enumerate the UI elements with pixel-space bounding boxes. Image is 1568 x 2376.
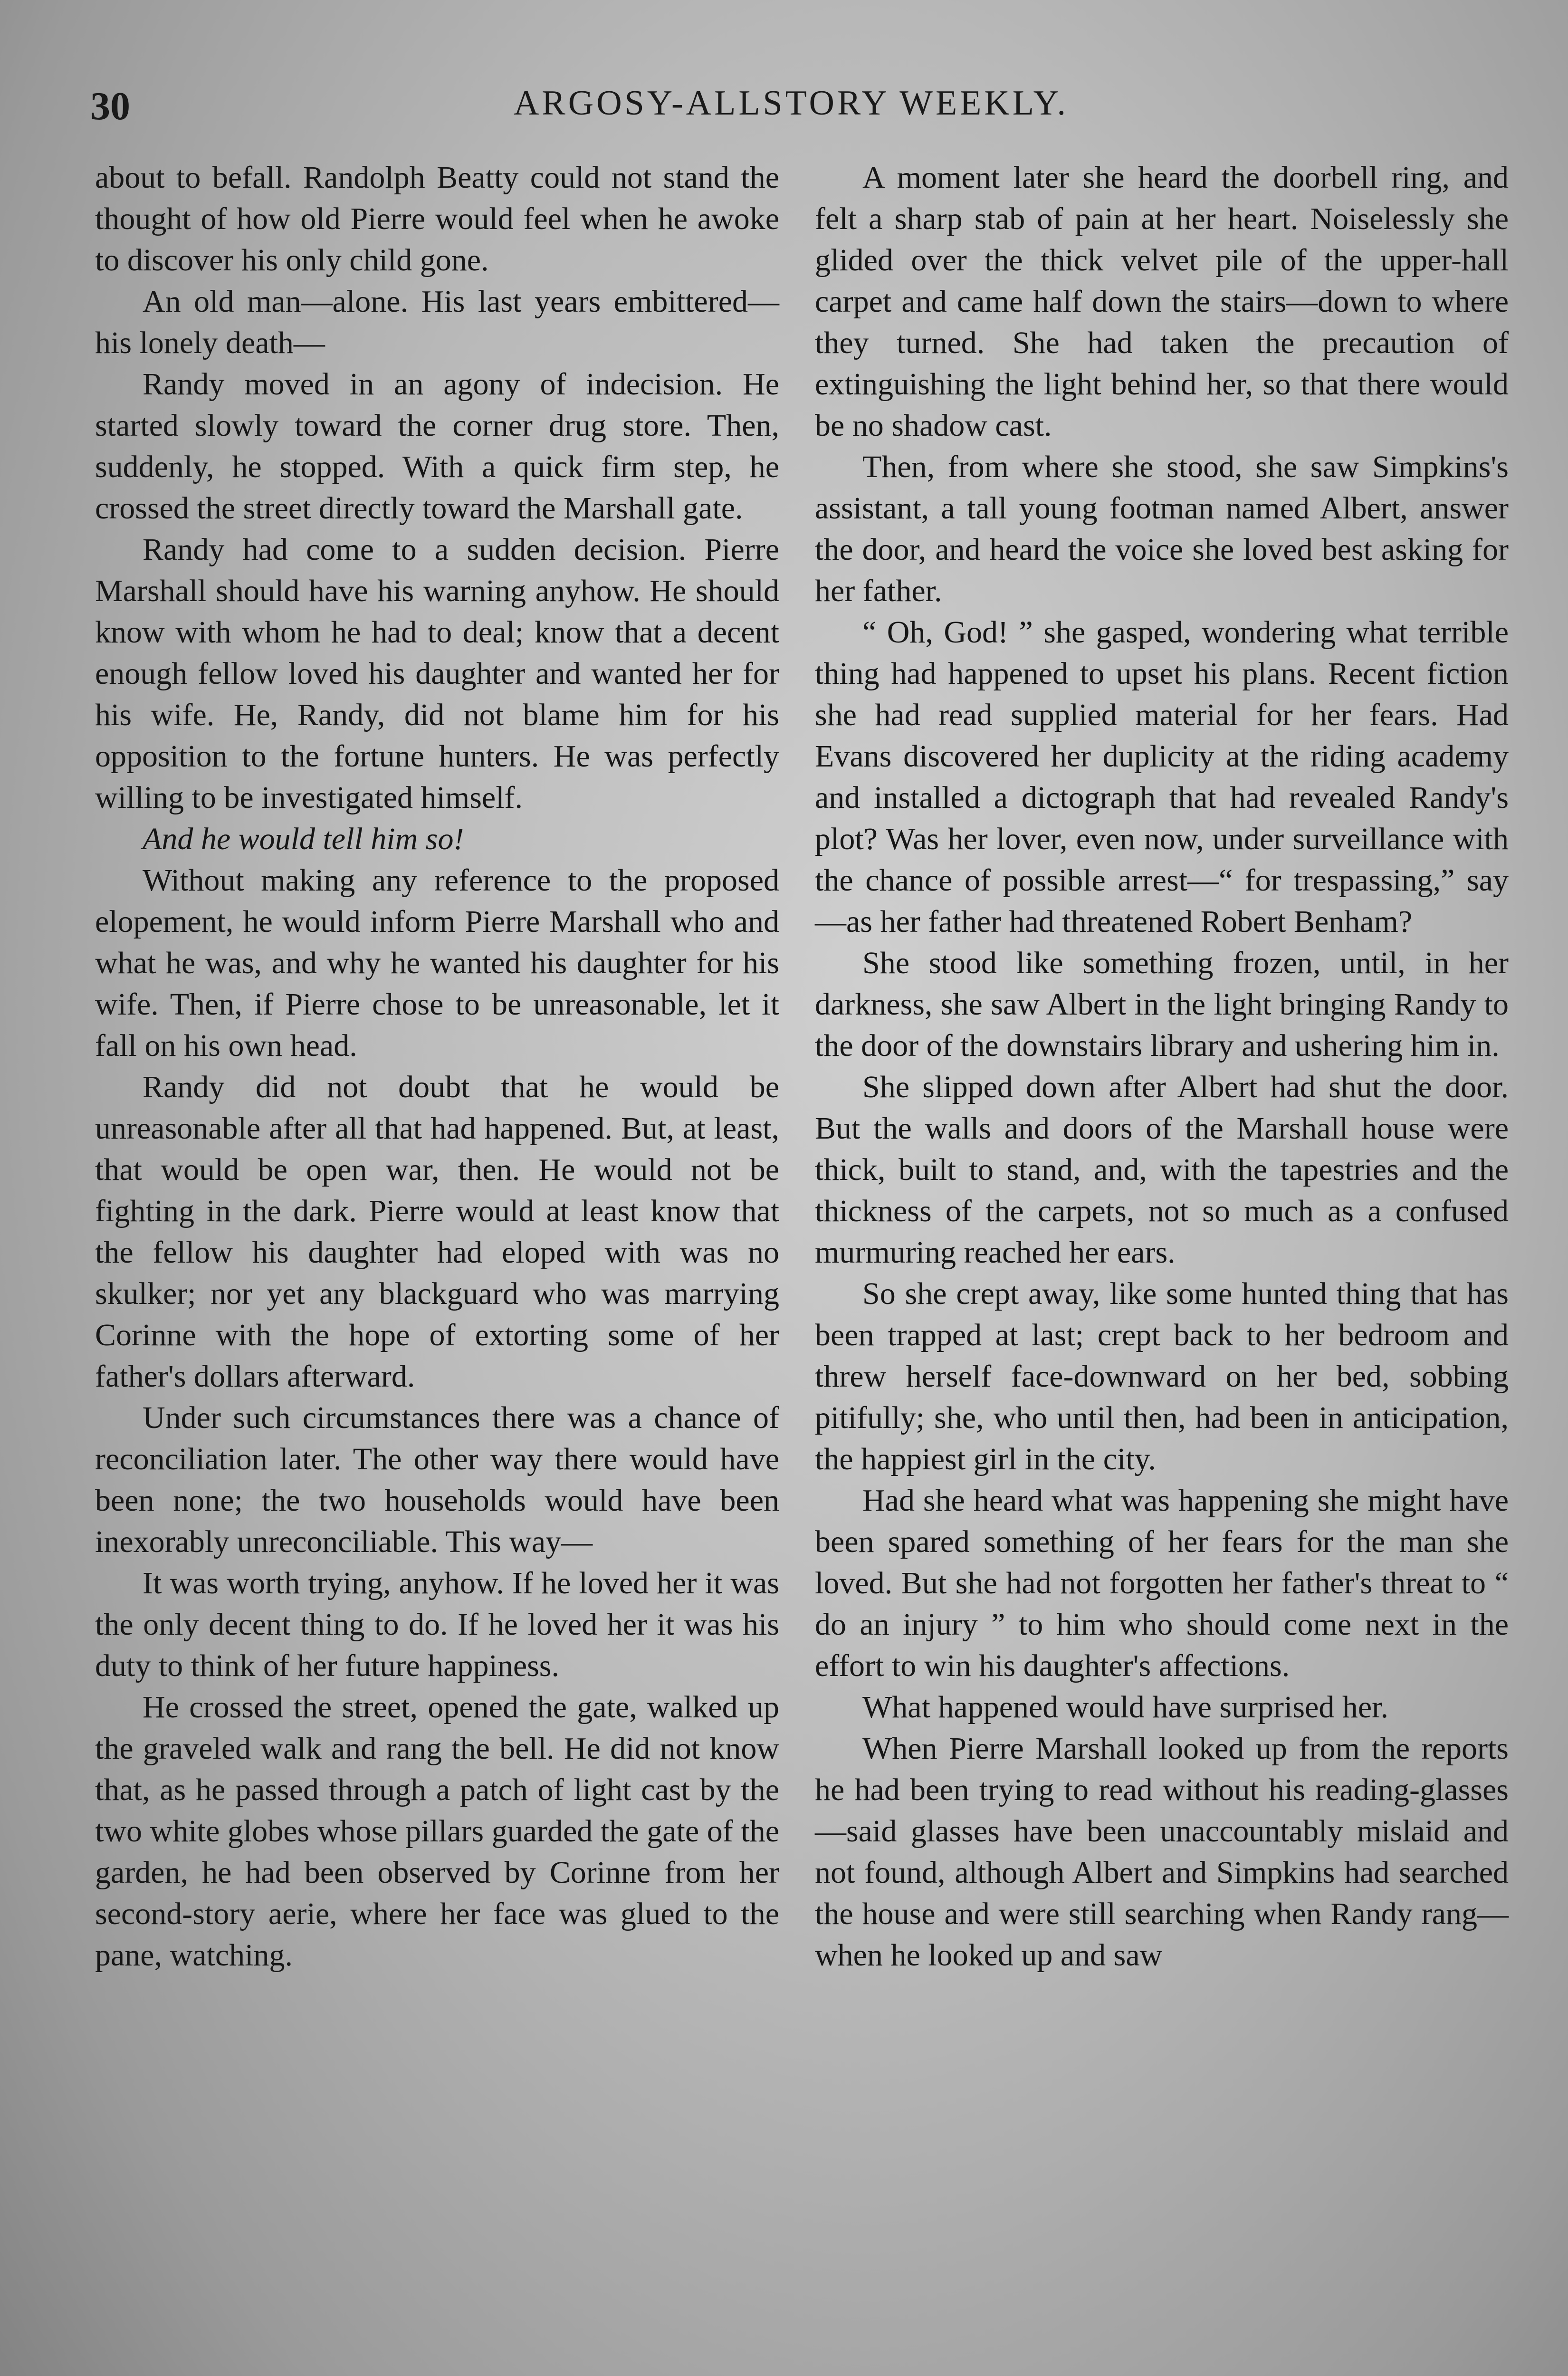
right-column: [815, 157, 1509, 1976]
paragraph: What happened would have surprised her.: [862, 1690, 1388, 1725]
paragraph: Under such circumstances there was a chance of reconciliation later. The other way there would have been none; the two households would have been inexorably unreconciliable. This way—: [95, 1400, 779, 1559]
paragraph: She slipped down after Albert had shut the door. But the walls and doors of the Marshall house were thick, built to stand, and, with the tapestries and the thickness of the carpets, not so much as a confused murmuring reached her ears.: [815, 1070, 1509, 1270]
paragraph: “ Oh, God! ” she gasped, wondering what terrible thing had happened to upset his plans. Recent fiction she had read supplied material for her fears. Had Evans discovered her duplicity at the riding academy and installed a dictograph that had revealed Randy's plot? Was her lover, even now, under surveillance with the chance of possible arrest—“ for trespassing,” say—as her father had threatened Robert Benham?: [815, 615, 1509, 939]
left-column: [95, 157, 779, 1976]
page-number: 30: [90, 84, 130, 128]
page-header: [90, 78, 1492, 135]
running-title: ARGOSY-ALLSTORY WEEKLY.: [513, 84, 1069, 123]
paragraph: about to befall. Randolph Beatty could not stand the thought of how old Pierre would feel when he awoke to discover his only child gone.: [95, 160, 779, 278]
paragraph: He crossed the street, opened the gate, walked up the graveled walk and rang the bell. He did not know that, as he passed through a patch of light cast by the two white globes whose pillars guarded the gate of the garden, he had been observed by Corinne from her second-story aerie, where her face was glued to the pane, watching.: [95, 1690, 779, 1973]
paragraph: When Pierre Marshall looked up from the reports he had been trying to read without his reading-glasses—said glasses have been unaccountably mislaid and not found, although Albert and Simpkins had searched the house and were still searching when Randy rang—when he looked up and saw: [815, 1731, 1509, 1973]
paragraph: She stood like something frozen, until, in her darkness, she saw Albert in the light bringing Randy to the door of the downstairs library and ushering him in.: [815, 946, 1509, 1063]
paragraph: So she crept away, like some hunted thing that has been trapped at last; crept back to her bedroom and threw herself face-downward on her bed, sobbing pitifully; she, who until then, had been in anticipation, the happiest girl in the city.: [815, 1276, 1509, 1476]
paragraph: It was worth trying, anyhow. If he loved her it was the only decent thing to do. If he loved her it was his duty to think of her future happiness.: [95, 1566, 779, 1683]
paragraph: Without making any reference to the proposed elopement, he would inform Pierre Marshall who and what he was, and why he wanted his daughter for his wife. Then, if Pierre chose to be unreasonable, let it fall on his own head.: [95, 863, 779, 1063]
paragraph: Randy did not doubt that he would be unreasonable after all that had happened. But, at least, that would be open war, then. He would not be fighting in the dark. Pierre would at least know that the fellow his daughter had eloped with was no skulker; nor yet any blackguard who was marrying Corinne with the hope of extorting some of her father's dollars afterward.: [95, 1070, 779, 1394]
paragraph: Randy moved in an agony of indecision. He started slowly toward the corner drug store. Then, suddenly, he stopped. With a quick firm step, he crossed the street directly toward the Marshall gate.: [95, 367, 779, 526]
paragraph: Then, from where she stood, she saw Simpkins's assistant, a tall young footman named Albert, answer the door, and heard the voice she loved best asking for her father.: [815, 450, 1509, 608]
paragraph: And he would tell him so!: [143, 822, 464, 856]
paragraph: A moment later she heard the doorbell ring, and felt a sharp stab of pain at her heart. Noiselessly she glided over the thick velvet pile of the upper-hall carpet and came half down the stairs—down to where they turned. She had taken the precaution of extinguishing the light behind her, so that there would be no shadow cast.: [815, 160, 1509, 443]
paragraph: Randy had come to a sudden decision. Pierre Marshall should have his warning anyhow. He should know with whom he had to deal; know that a decent enough fellow loved his daughter and wanted her for his wife. He, Randy, did not blame him for his opposition to the fortune hunters. He was perfectly willing to be investigated himself.: [95, 532, 779, 815]
paragraph: An old man—alone. His last years embittered—his lonely death—: [95, 284, 779, 360]
paragraph: Had she heard what was happening she might have been spared something of her fears for the man she loved. But she had not forgotten her father's threat to “ do an injury ” to him who should come next in the effort to win his daughter's affections.: [815, 1483, 1509, 1683]
